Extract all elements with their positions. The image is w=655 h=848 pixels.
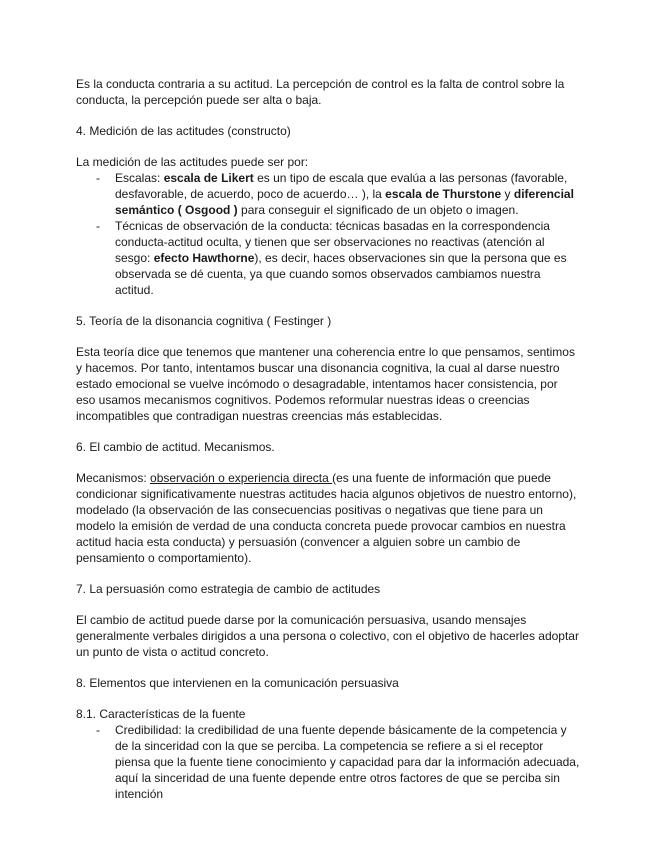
list-item-escalas: - Escalas: escala de Likert es un tipo de escala que evalúa a las personas (favorable, desfavorable, de acuerdo, poco de acuerdo… ), la escala de Thurstone y diferencial semántico ( Osgood ) para conseguir el significado de un objeto o imagen. [76, 170, 580, 218]
heading-7: 7. La persuasión como estrategia de cambio de actitudes [76, 582, 381, 596]
term-observacion: observación o experiencia directa [150, 471, 333, 485]
paragraph-control-percibido: Es la conducta contraria a su actitud. La percepción de control es la falta de control sobre la conducta, la percepción puede ser alta o baja. [76, 77, 565, 107]
term-thurstone: escala de Thurstone [385, 187, 502, 201]
paragraph-7: El cambio de actitud puede darse por la comunicación persuasiva, usando mensajes generalmente verbales dirigidos a una persona o colectivo, con el objetivo de hacerles adoptar un punto de vista o actitud concreto. [76, 613, 579, 659]
heading-8-1: 8.1. Características de la fuente [76, 707, 246, 721]
heading-8: 8. Elementos que intervienen en la comunicación persuasiva [76, 676, 399, 690]
term-hawthorne: efecto Hawthorne [153, 251, 255, 265]
heading-5: 5. Teoría de la disonancia cognitiva ( Festinger ) [76, 314, 332, 328]
list-fuente [76, 722, 580, 802]
term-osgood: diferencial semántico ( Osgood ) [115, 187, 574, 217]
document-page [76, 76, 580, 802]
heading-6: 6. El cambio de actitud. Mecanismos. [76, 440, 275, 454]
list-item-tecnicas: - Técnicas de observación de la conducta: técnicas basadas en la correspondencia conducta-actitud oculta, y tienen que ser observaciones no reactivas (atención al sesgo: efecto Hawthorne), es decir, haces observaciones sin que la persona que es observada se dé cuenta, ya que cuando somos observados cambiamos nuestra actitud. [76, 218, 580, 298]
list-item-credibilidad: - Credibilidad: la credibilidad de una fuente depende básicamente de la competencia y de la sinceridad con la que se perciba. La competencia se refiere a si el receptor piensa que la fuente tiene conocimiento y capacidad para dar la información adecuada, aquí la sinceridad de una fuente depende entre otros factores de que se perciba sin intención [76, 722, 580, 802]
paragraph-4-intro: La medición de las actitudes puede ser por: [76, 155, 309, 169]
list-medicion [76, 170, 580, 298]
term-likert: escala de Likert [163, 171, 254, 185]
heading-4: 4. Medición de las actitudes (constructo) [76, 124, 291, 138]
paragraph-6: Mecanismos: observación o experiencia directa (es una fuente de información que puede condicionar significativamente nuestras actitudes hacia algunos objetivos de nuestro entorno), modelado (la observación de las consecuencias positivas o negativas que tiene para un modelo la emisión de verdad de una conducta concreta puede provocar cambios en nuestra actitud hacia esta conducta) y persuasión (convencer a alguien sobre un cambio de pensamiento o comportamiento). [76, 471, 577, 565]
paragraph-5: Esta teoría dice que tenemos que mantener una coherencia entre lo que pensamos, sentimos y hacemos. Por tanto, intentamos buscar una disonancia cognitiva, la cual al darse nuestro estado emocional se vuelve incómodo o desagradable, intentamos hacer consistencia, por eso usamos mecanismos cognitivos. Podemos reformular nuestras ideas o creencias incompatibles que contradigan nuestras creencias más establecidas. [76, 345, 575, 423]
